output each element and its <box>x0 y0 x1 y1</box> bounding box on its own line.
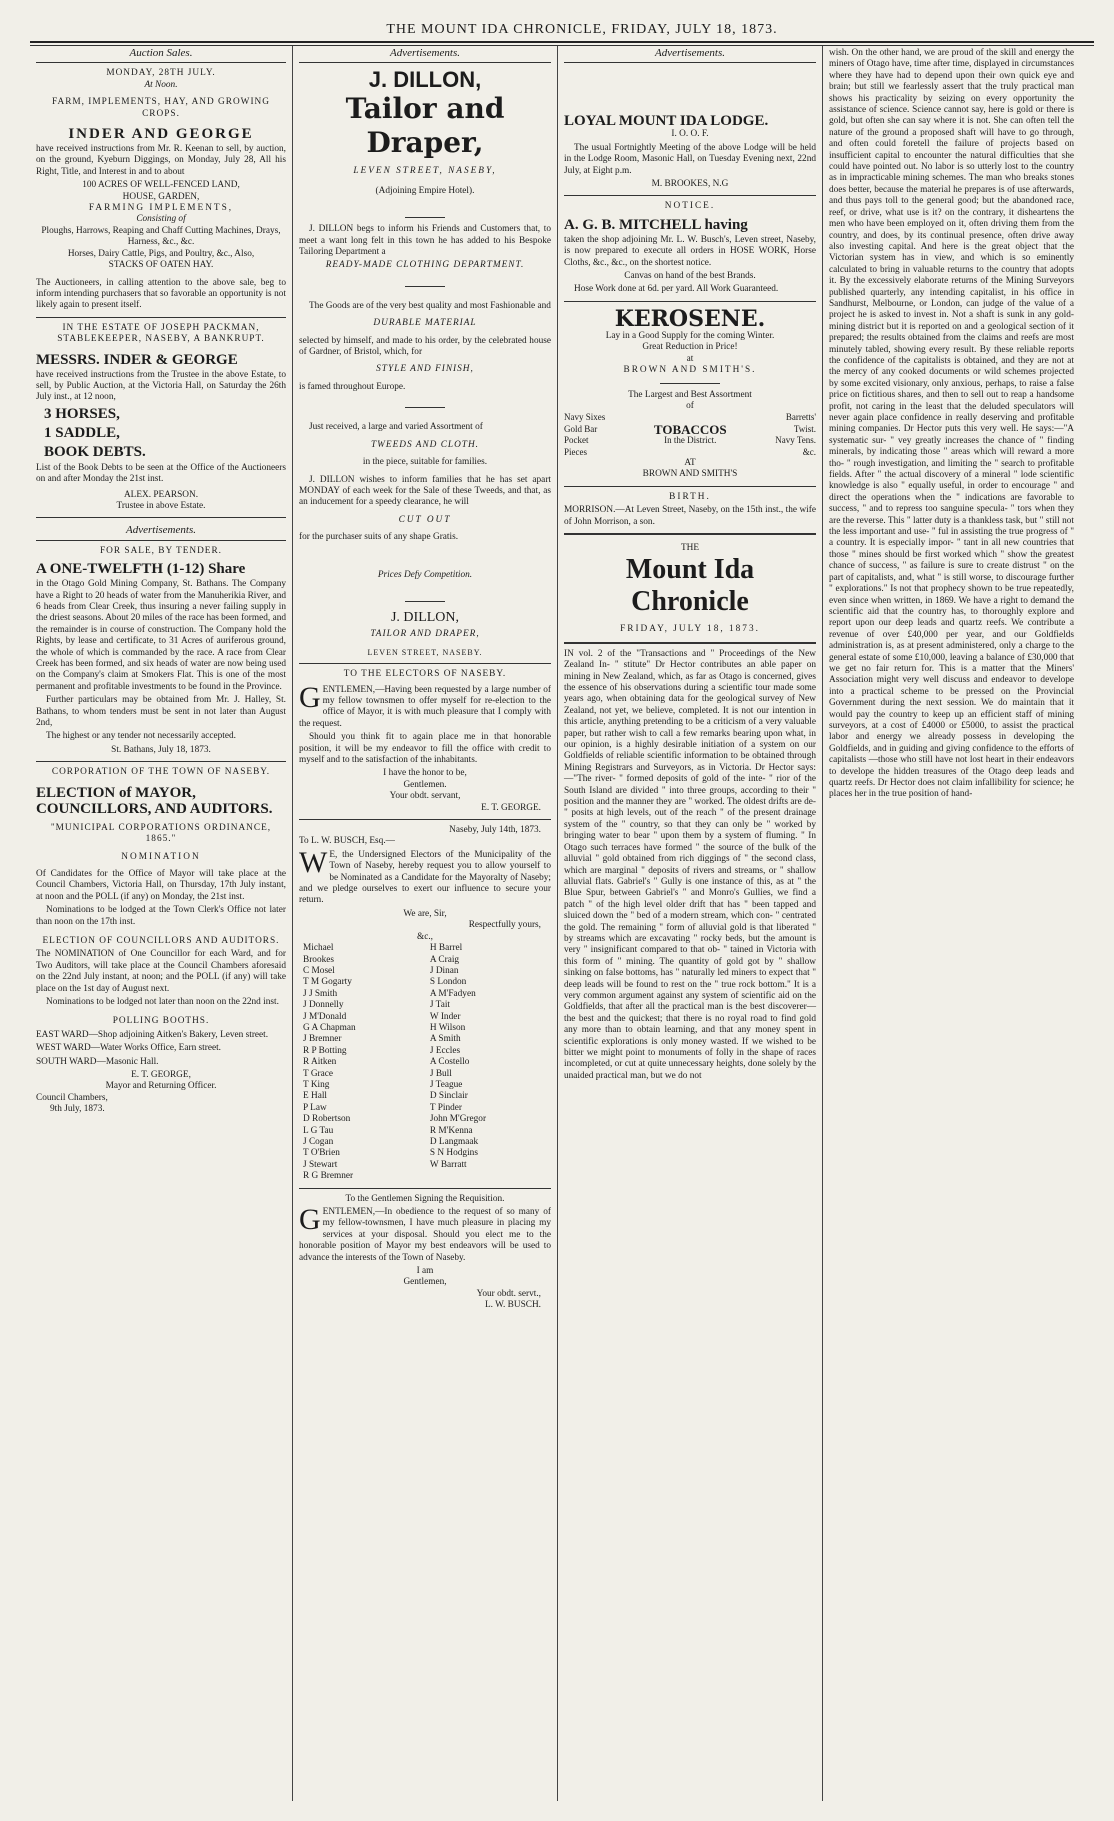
signatory-name: A Costello <box>429 1057 470 1068</box>
tobacco-item: Barretts' <box>785 412 816 423</box>
section-heading: Auction Sales. <box>36 46 286 63</box>
signatories-list <box>299 943 551 1183</box>
estate-title: IN THE ESTATE OF JOSEPH PACKMAN, STABLEKEEPER, NASEBY, A BANKRUPT. <box>57 322 265 345</box>
signatory-name: C Mosel <box>303 965 335 976</box>
paper-title: Mount Ida Chronicle <box>625 554 755 618</box>
section-heading: Advertisements. <box>36 523 286 540</box>
signatory-name: J Eccles <box>429 1045 461 1056</box>
signatory-name: A Craig <box>429 954 460 965</box>
tender-title: FOR SALE, BY TENDER. <box>99 545 223 556</box>
issue-date: FRIDAY, JULY 18, 1873. <box>620 624 760 635</box>
signatory-name: J M'Donald <box>303 1011 347 1022</box>
signatory-name: L G Tau <box>303 1125 334 1136</box>
signatory-name: E Hall <box>303 1091 328 1102</box>
column-4 <box>822 46 1080 1801</box>
auction-note: The Auctioneers, in calling attention to the above sale, beg to inform intending purchasers that so favorable an opportunity is not likely again to present itself. <box>36 277 286 311</box>
signatory-name: T Pinder <box>429 1102 462 1113</box>
electors-title: TO THE ELECTORS OF NASEBY. <box>343 669 507 680</box>
signatory-name: W Inder <box>429 1011 461 1022</box>
signatory-name: J Donnelly <box>303 1000 344 1011</box>
signatory-name: J Dinan <box>429 965 459 976</box>
sale-title: FARM, IMPLEMENTS, HAY, AND GROWING CROPS. <box>52 97 270 119</box>
editorial-article: IN vol. 2 of the "Transactions and " Proceedings of the New Zealand In- " stitute" Dr Hector contributes an able paper on mining in New Zealand, which, as far as Otago is concerned, gives the essence of his observations during a scientific tour made some years ago, when obtaining data for the geological survey of New Zealand, not yet, we believe, completed. It is not our intention in this article, anything pretending to be a criticism of a very valuable paper, but rather wish to call a few remarks bearing upon what, in our opinion, is a highly desirable initiation of a system on our Goldfields of reliable scientific information to be obtained through Mining Registrars and Surveyors, as in Victoria. Dr Hector says:—"The river- " formed deposits of gold of the inte- " rior of the South Island are divided " into three groups, according to their " position and the manner they are " worked. The oldest drifts are de- " posits at high levels, out of the reach " of the present drainage system of the " country, so that they can only be " worked by bringing water to bear " upon them by a system of fluming. " In Otago such terraces have formed " the source of the bulk of the alluvial " gold obtained from rich diggings of " the second class, which are marginal " deposits of rivers and streams, or " shallow alluvial flats. Gabriel's " Gully is one instance of this, as at " the Blue Spur, between Gabriel's " and Monro's Gullies, we find a patch " of the high level older drift that has " been tapped and sluiced down the " bed of a modern stream, which con- " centrated the gold. The remaining " form of alluvial gold is that liberated " by streams which are excavating " rocky beds, but the amount is very " insignificant compared to that ob- " tained in Victoria with this form of " mining. The quantity of gold got by " shallow sinking on false bottoms, has " naturally led miners to expect that " deep leads will be found to rest on the " true rock bottom." It is a very common argument against any system of scientific aid on the Goldfields, that after all the practical man is the best discoverer—the best and the quickest; that there is no royal road to find gold any more than to obtain learning, and that any money spent in scientific explorations is only money wasted. If we wished to be bitter we might point to monuments of folly in the shape of races incompleted, or cut at quite unnecessary heights, done solely by the unaided practical man, but we do not <box>564 648 816 1081</box>
tobacco-list: Navy Sixes Gold Bar Pocket Pieces TOBACCOS In the District. Barretts' Twist. Navy Tens. &c. <box>564 412 816 457</box>
tobacco-item: Navy Sixes <box>564 412 606 423</box>
dillon-trade: Tailor and Draper, <box>345 92 505 160</box>
signatory-name: S N Hodgins <box>429 1148 478 1159</box>
signatory-name: R G Bremner <box>303 1171 354 1182</box>
signatory-name: R Aitken <box>303 1057 337 1068</box>
signatory-name: J Stewart <box>303 1159 338 1170</box>
lodge-title: LOYAL MOUNT IDA LODGE. <box>564 113 769 130</box>
dillon-name: J. DILLON, <box>368 67 482 93</box>
signatory-name: Michael Brookes <box>303 943 334 965</box>
column-1: Auction Sales. MONDAY, 28TH JULY. At Noon. FARM, IMPLEMENTS, HAY, AND GROWING CROPS. INDER AND GEORGE have received instructions from Mr. R. Keenan to sell, by auction, on the ground, Kyeburn Diggings, on Monday, July 28, All his Right, Title, and Interest in and to about 100 ACRES OF WELL-FENCED LAND, HOUSE, GARDEN, FARMING IMPLEMENTS, Consisting of Ploughs, Harrows, Reaping and Chaff Cutting Machines, Drays, Harness, &c., &c. Horses, Dairy Cattle, Pigs, and Poultry, &c., Also, STACKS OF OATEN HAY. The Auctioneers, in calling attention to the above sale, beg to inform intending purchasers that so favorable an opportunity is not likely again to present itself. IN THE ESTATE OF JOSEPH PACKMAN, STABLEKEEPER, NASEBY, A BANKRUPT. MESSRS. INDER & GEORGE have received instructions from the Trustee in the above Estate, to sell, by Public Auction, at the Victoria Hall, on Saturday the 26th July inst., at 12 noon, 3 HORSES, 1 SADDLE, BOOK DEBTS. List of the Book Debts to be seen at the Office of the Auctioneers on and after Monday the 21st inst. ALEX. PEARSON. Trustee in above Estate. Advertisements. FOR SALE, BY TENDER. A ONE-TWELFTH (1-12) Share in the Otago Gold Mining Company, St. Bathans. The Company have a Right to 20 heads of water from the Manuherikia River, and 6 heads from Clear Creek, thus insuring a never failing supply in the driest seasons. About 20 miles of the race has been formed, and the remainder is in course of construction. The Company hold the Rights, by lease and certificate, to 31 Acres of auriferous ground, the whole of which is commanded by the race. A race from Clear Creek has been formed, and six heads of water are now being used on the Company's claim at Smokers Flat. This is one of the most permanent and profitable investments to be found in the Province. Further particulars may be obtained from Mr. J. Halley, St. Bathans, to whom tenders must be sent in not later than August 2nd, The highest or any tender not necessarily accepted. St. Bathans, July 18, 1873. CORPORATION OF THE TOWN OF NASEBY. ELECTION of MAYOR, COUNCILLORS, AND AUDITORS. "MUNICIPAL CORPORATIONS ORDINANCE, 1865." NOMINATION Of Candidates for the Office of Mayor will take place at the Council Chambers, Victoria Hall, on Thursday, 17th July instant, at noon and the POLL (if any) on Monday, the 21st inst. Nominations to be lodged at the Town Clerk's Office not later than noon on the 17th inst. ELECTION OF COUNCILLORS AND AUDITORS. The NOMINATION of One Councillor for each Ward, and for Two Auditors, will take place at the Council Chambers aforesaid on the 22nd July instant, at noon; and the POLL (if any) will take place on the 1st day of August next. Nominations to be lodged not later than noon on the 22nd inst. POLLING BOOTHS. EAST WARD—Shop adjoining Aitken's Bakery, Leven street. WEST WARD—Water Works Office, Earn street. SOUTH WARD—Masonic Hall. E. T. GEORGE, Mayor and Returning Officer. Council Chambers, 9th July, 1873. <box>36 47 286 1115</box>
auctioneer-name: INDER AND GEORGE <box>68 126 254 143</box>
signatory-name: J Teague <box>429 1079 463 1090</box>
masthead: THE MOUNT IDA CHRONICLE, FRIDAY, JULY 18, 1873. <box>386 22 778 37</box>
signatory-name: J Bremner <box>303 1034 342 1045</box>
tobacco-item: Twist. <box>793 423 816 434</box>
signatory-name: D Sinclair <box>429 1091 468 1102</box>
signatory-name: J Cogan <box>303 1137 334 1147</box>
signatory-name: J Bull <box>429 1068 452 1079</box>
signatory-name: A Smith <box>429 1034 461 1045</box>
auctioneer-name: MESSRS. INDER & GEORGE <box>36 351 238 368</box>
signatory-name: D Robertson <box>303 1114 351 1125</box>
columns <box>30 46 1094 1801</box>
signatory-name: T King <box>303 1079 330 1090</box>
masthead-rule <box>30 41 1094 43</box>
tobacco-item: Gold Bar <box>564 423 598 434</box>
signatory-name: P Law <box>303 1102 327 1113</box>
kerosene-heading: KEROSENE. <box>614 305 766 332</box>
signatory-name: H Wilson <box>429 1022 466 1033</box>
signatory-name: D Langmaak <box>429 1137 479 1147</box>
signatory-name: S London <box>429 977 467 988</box>
column-2: Advertisements. J. DILLON, Tailor and Draper, LEVEN STREET, NASEBY, (Adjoining Empire Hotel). J. DILLON begs to inform his Friends and Customers that, to meet a want long felt in this town he has added to his Bespoke Tailoring Department a READY-MADE CLOTHING DEPARTMENT. The Goods are of the very best quality and most Fashionable and DURABLE MATERIAL selected by himself, and made to his order, by the celebrated house of Gardner, of Bristol, which, for STYLE AND FINISH, is famed throughout Europe. Just received, a large and varied Assortment of TWEEDS AND CLOTH. in the piece, suitable for families. J. DILLON wishes to inform families that he has set apart MONDAY of each week for the Sale of these Tweeds, and that, as an inducement for a speedy clearance, he will CUT OUT for the purchaser suits of any shape Gratis. Prices Defy Competition. J. DILLON, TAILOR AND DRAPER, LEVEN STREET, NASEBY. TO THE ELECTORS OF NASEBY. GENTLEMEN,—Having been requested by a large number of my fellow townsmen to offer myself for re-election to the office of Mayor, it is with much pleasure that I comply with the request. Should you think fit to again place me in that honorable position, it will be my endeavor to fill the office with credit to myself and to the satisfaction of the inhabitants. I have the honor to be, Gentlemen. Your obdt. servant, E. T. GEORGE. Naseby, July 14th, 1873. To L. W. BUSCH, Esq.— WE, the Undersigned Electors of the Municipality of the Town of Naseby, hereby request you to allow yourself to be Nominated as a Candidate for the Mayoralty of Naseby; and we pledge ourselves to exert our influence to secure your return. We are, Sir, Respectfully yours, &c., Michael Brookes C Mosel T M Gogarty J J Smith J Donnelly J M'Donald G A Chapman J Bremner R P Botting R Aitken T Grace T King E Hall P Law D Robertson L G Tau J Cogan T O'Brien J Stewart R G Bremner H Barrel A Craig J Dinan S London A M'Fadyen J Tait W Inder H Wilson A Smith J Eccles A Costello J Bull J Teague D Sinclair T Pinder John M'Gregor R M'Kenna D Langmaak S N Hodgins W Barratt To the Gentlemen Signing the Requisition. GENTLEMEN,—In obedience to the request of so many of my fellow-townsmen, I have much pleasure in placing my services at your disposal. Should you elect me to the honorable position of Mayor my best endeavors will be used to advance the interests of the Town of Naseby. I am Gentlemen, Your obdt. servt., L. W. BUSCH. <box>292 46 557 1801</box>
tobacco-item: Navy Tens. <box>775 435 816 446</box>
signatory-name: T O'Brien <box>303 1148 340 1159</box>
tobacco-heading: TOBACCOS <box>653 421 727 437</box>
editorial-article-continued: wish. On the other hand, we are proud of the skill and energy the miners of Otago have, time after time, displayed in circumstances where they have had to depend upon their own quick eye and brain; but still we fearlessly assert that the truly practical man shows his practicality by seizing on every opportunity the assistance of science. Science cannot say, here is gold or there is gold, but often she can say where it is not. She can often tell the nature of the ground a proposed shaft will have to go through, and often could foretell the failure of projects based on insufficient capital to encounter the natural difficulties that she could have pointed out. No labor is so utterly lost to the country as in impracticable mining schemes. The man who breaks stones does better, because the material he prepares is of use afterwards, and thus pays toll to the general good; but the abandoned race, reef, or drive, what use is it? on the contrary, it disheartens the men who have been employed on it, often driving them from the country, and does, by its continual presence, often drive away also investing capital. And here is the great object that the Victorian system has in view, and which is so eminently calculated to bring in valuable returns to the country that adopts it. By the excessively elaborate returns of the Mining Surveyors published quarterly, any intending capitalist, in his office in Sandhurst, Melbourne, or London, can judge of the value of a project he is asked to invest in. Not a shaft is sunk in any gold-mining district but it is reported on and a geological section of it prepared; the results obtained from the claims and reefs are most minutely tabled, showing every result. By these reliable reports the confidence of the capitalists is obtained, and they are not at the mercy of any cooked documents or wild schemes projected by some excited visionary, only anxious, perhaps, to raise a false price on fictitious shares, and then to sell out to reap a handsome profit, not caring in the least that the deluded speculators will never again place confidence in really deserving and profitable mining companies. Dr Hector puts this very well. He says:—"A systematic sur- " vey greatly increases the chance of " finding minerals, by indicating those " areas which will reward a more tho- " rough investigation, and limiting the " search to profitable fields. After " the actual discovery of a mineral " lode scientific knowledge is also " equally useful, in order to encourage " and direct the operations when the " indications are favorable to success, " and to repress too sanguine specula- " tors when they are the reverse. This " latter duty is a thankless task, but " still not the less important and use- " ful in assisting the true progress of " a country. It is especially impor- " tant in all new countries that those " mines should be first worked which " show the greatest chance of success, " as failure is sure to create distrust " on the part of capitalists, and, what " is still worse, to discourage further " explorations." Is not that prophecy shown to be true repeatedly, even since when written, in 1869. We have a right to demand the scientific aid that the country has, to thoroughly explore and report upon our deep leads and quartz reefs. We contribute a revenue of over £40,000 per year, and our Goldfields administration is, as at present administered, only a charge to the general estate of some £10,000, leaving a balance of £30,000 that we get no fair return for. This is a matter that the Miners' Association might very well discuss and endeavor to develope into a practical scheme to be pressed on the Provincial Government during the next session. We do maintain that it would pay the country to keep up an efficient staff of mining surveyors, at a cost of £4000 or £5000, to assist the practical labor and energy we already possess in developing the Goldfields, and in guiding and giving confidence to the efforts of capitalists —those who still have not lost heart in their endeavors to develope the hidden treasures of the Otago deep leads and quartz reefs. Dr Hector does not claim infallibility for science; he places her in the true position of hand- <box>829 48 1074 800</box>
signatory-name: A M'Fadyen <box>429 988 476 999</box>
sale-date: MONDAY, 28TH JULY. <box>106 68 216 79</box>
section-heading: Advertisements. <box>564 46 816 63</box>
tobacco-item: Pieces <box>564 446 587 457</box>
signatory-name: R P Botting <box>303 1045 347 1056</box>
corporation-title: CORPORATION OF THE TOWN OF NASEBY. <box>51 767 271 778</box>
tobacco-item: &c. <box>802 446 816 457</box>
signatory-name: R M'Kenna <box>429 1125 473 1136</box>
signatory-name: T M Gogarty <box>303 977 352 988</box>
signatory-name: J Tait <box>429 1000 450 1011</box>
signatory-name: G A Chapman <box>303 1022 356 1033</box>
tobacco-item: Pocket <box>564 435 589 446</box>
section-heading: Advertisements. <box>299 46 551 63</box>
signatory-name: T Grace <box>303 1068 334 1079</box>
column-3: Advertisements. LOYAL MOUNT IDA LODGE. I. O. O. F. The usual Fortnightly Meeting of the above Lodge will be held in the Lodge Room, Masonic Hall, on Tuesday Evening next, 22nd July, at Eight p.m. M. BROOKES, N.G NOTICE. A. G. B. MITCHELL having taken the shop adjoining Mr. L. W. Busch's, Leven street, Naseby, is now prepared to execute all orders in HOSE WORK, Horse Cloths, &c., &c., on the shortest notice. Canvas on hand of the best Brands. Hose Work done at 6d. per yard. All Work Guaranteed. KEROSENE. Lay in a Good Supply for the coming Winter. Great Reduction in Price! at BROWN AND SMITH'S. The Largest and Best Assortment of Navy Sixes Gold Bar Pocket Pieces TOBACCOS In the District. Barretts' Twist. Navy Tens. &c. AT BROWN AND SMITH'S BIRTH. MORRISON.—At Leven Street, Naseby, on the 15th inst., the wife of John Morrison, a son. THE Mount Ida Chronicle FRIDAY, JULY 18, 1873. IN vol. 2 of the "Transactions and " Proceedings of the New Zealand In- " stitute" Dr Hector contributes an able paper on mining in New Zealand, which, as far as Otago is concerned, gives the essence of his observations during a scientific tour made some years ago, when obtaining data for the geological survey of New Zealand, not yet, we believe, completed. It is not our intention in this article, anything pretending to be a criticism of a very valuable paper, but rather wish to call a few remarks bearing upon what, in our opinion, is a highly desirable initiation of a system on our Goldfields of reliable scientific information to be obtained through Mining Registrars and Surveyors, as in Victoria. Dr Hector says:—"The river- " formed deposits of gold of the inte- " rior of the South Island are divided " into three groups, according to their " position and the manner they are " worked. The oldest drifts are de- " posits at high levels, out of the reach " of the present drainage system of the " country, so that they can only be " worked by bringing water to bear " upon them by a system of fluming. " In Otago such terraces have formed " the source of the bulk of the alluvial " gold obtained from rich diggings of " the second class, which are marginal " deposits of rivers and streams, or " shallow alluvial flats. Gabriel's " Gully is one instance of this, as at " the Blue Spur, between Gabriel's " and Monro's Gullies, we find a patch " of the high level older drift that has " been tapped and sluiced down the " bed of a modern stream, which con- " centrated the gold. The remaining " form of alluvial gold is that liberated " by streams which are excavating " rocky beds, but the amount is very " insignificant compared to that ob- " tained in Victoria with this form of " mining. The quantity of gold got by " shallow sinking on false bottoms, has " naturally led miners to expect that " deep leads will be found to rest on the " true rock bottom." It is a very common argument against any system of scientific aid on the Goldfields, that after all the practical man is the best discoverer—the best and the quickest; that there is no royal road to find gold any more than to obtain learning, and that any money spent in scientific explorations is only money wasted. If we wished to be bitter we might point to monuments of folly in the shape of races incompleted, or cut at quite unnecessary heights, done solely by the unaided practical man, but we do not <box>557 46 822 1801</box>
signatory-name: W Barratt <box>429 1159 467 1170</box>
signatory-name: H Barrel <box>429 943 463 954</box>
signatory-name: John M'Gregor <box>429 1114 487 1125</box>
signatory-name: J J Smith <box>303 988 338 999</box>
